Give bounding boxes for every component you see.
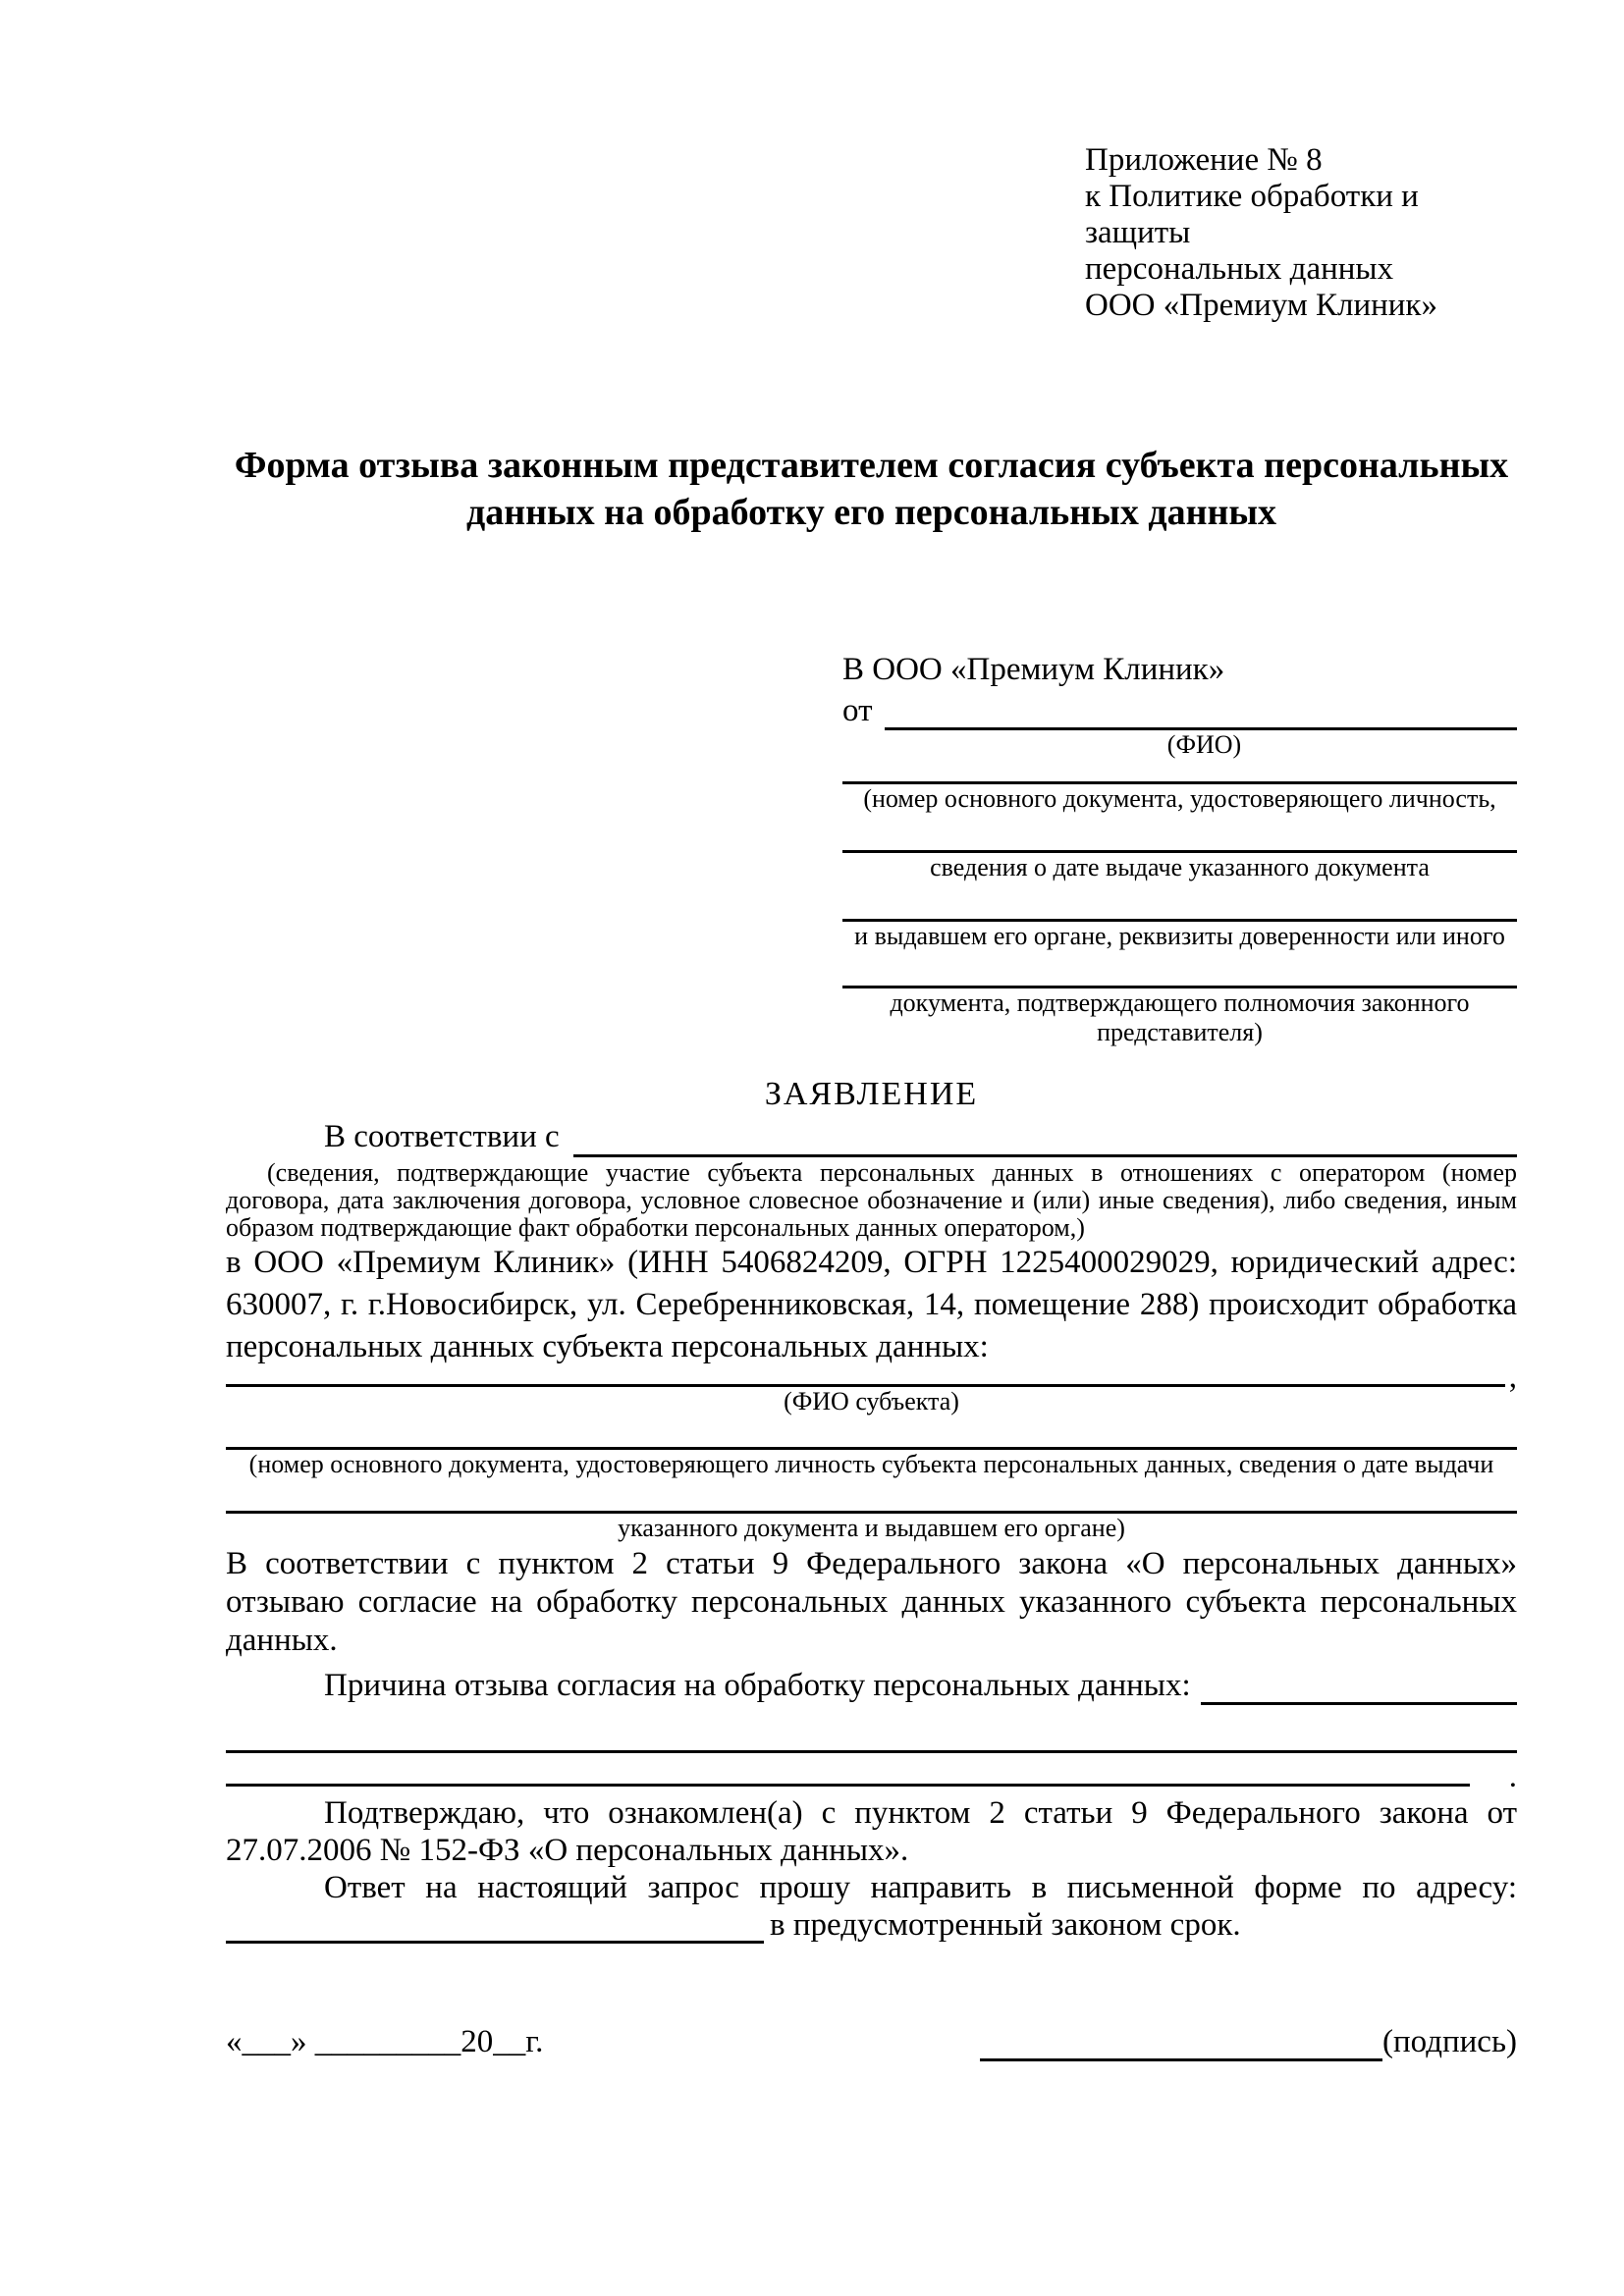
in-accordance-row [226, 1116, 1517, 1157]
document-content [226, 142, 1517, 2061]
withdrawal-paragraph: В соответствии с пунктом 2 статьи 9 Федерального закона «О персональных данных» отзываю согласие на обработку персональных данных указанного субъекта персональных данных. [226, 1546, 1517, 1658]
reason-blank-row [226, 1759, 1517, 1794]
in-accordance-blank-line [573, 1154, 1517, 1157]
reason-blank-line [226, 1750, 1517, 1753]
representative-doc-caption: сведения о дате выдаче указанного документа [930, 853, 1430, 881]
appendix-block [1085, 142, 1517, 324]
signature-group [980, 2022, 1517, 2061]
representative-doc-row [842, 919, 1517, 951]
confirm-paragraph: Подтверждаю, что ознакомлен(а) с пунктом 2 статьи 9 Федерального закона от 27.07.2006 № 152-ФЗ «О персональных данных». [226, 1795, 1517, 1868]
representative-doc-row [842, 986, 1517, 1047]
appendix-line: персональных данных [1085, 251, 1394, 287]
addressee-organization: В ООО «Премиум Клиник» [842, 652, 1225, 687]
representative-doc-caption: и выдавшем его органе, реквизиты доверенности или иного [854, 922, 1505, 950]
subject-fio-suffix: , [1508, 1360, 1517, 1395]
appendix-line: к Политике обработки и защиты [1085, 179, 1419, 250]
statement-heading: ЗАЯВЛЕНИЕ [764, 1076, 979, 1112]
reason-blank-line [1201, 1702, 1517, 1705]
reply-tail: в предусмотренный законом срок. [770, 1907, 1241, 1943]
subject-fio-caption: (ФИО субъекта) [784, 1387, 959, 1415]
representative-doc-caption: (номер основного документа, удостоверяющего личность, [863, 784, 1496, 813]
in-accordance-label: В соответствии с [324, 1119, 560, 1154]
reason-blank-line [226, 1784, 1470, 1787]
subject-doc-caption: указанного документа и выдавшем его органе) [618, 1514, 1125, 1542]
fine-print-note: (сведения, подтверждающие участие субъекта персональных данных в отношениях с оператором (номер договора, дата заключения договора, условное словесное обозначение и (или) иные сведения), либо сведения, иным образом подтверждающие факт обработки персональных данных оператором,) [226, 1158, 1517, 1242]
reply-address-blank-line [226, 1941, 764, 1944]
date-field: «___» _________20__г. [226, 2024, 544, 2059]
from-row [842, 689, 1517, 730]
signature-caption: (подпись) [1382, 2024, 1517, 2059]
reply-address-row [226, 1906, 1517, 1944]
subject-fio-row [226, 1360, 1517, 1395]
fio-caption: (ФИО) [1166, 730, 1242, 759]
signature-blank-line [980, 2058, 1382, 2061]
appendix-line: Приложение № 8 [1085, 142, 1323, 178]
representative-doc-caption: документа, подтверждающего полномочия законного представителя) [890, 988, 1470, 1046]
reason-blank-suffix: . [1508, 1759, 1517, 1794]
footer-row [226, 2022, 1517, 2061]
document-title: Форма отзыва законным представителем согласия субъекта персональных данных на обработку его персональных данных [234, 445, 1509, 533]
subject-doc-caption: (номер основного документа, удостоверяющего личность субъекта персональных данных, сведения о дате выдачи [248, 1450, 1494, 1478]
representative-doc-row [842, 850, 1517, 882]
from-label: от [842, 693, 873, 728]
addressee-block [842, 650, 1517, 1047]
operator-paragraph: в ООО «Премиум Клиник» (ИНН 5406824209, ОГРН 1225400029029, юридический адрес: 630007, г. г.Новосибирск, ул. Серебренниковская, 14, помещение 288) происходит обработка персональных данных субъекта персональных данных: [226, 1245, 1517, 1364]
representative-doc-row [842, 781, 1517, 814]
appendix-line: ООО «Премиум Клиник» [1085, 288, 1437, 323]
reason-label: Причина отзыва согласия на обработку персональных данных: [324, 1668, 1191, 1703]
reply-request-paragraph: Ответ на настоящий запрос прошу направить в письменной форме по адресу: [324, 1870, 1517, 1905]
reason-row [226, 1666, 1517, 1705]
